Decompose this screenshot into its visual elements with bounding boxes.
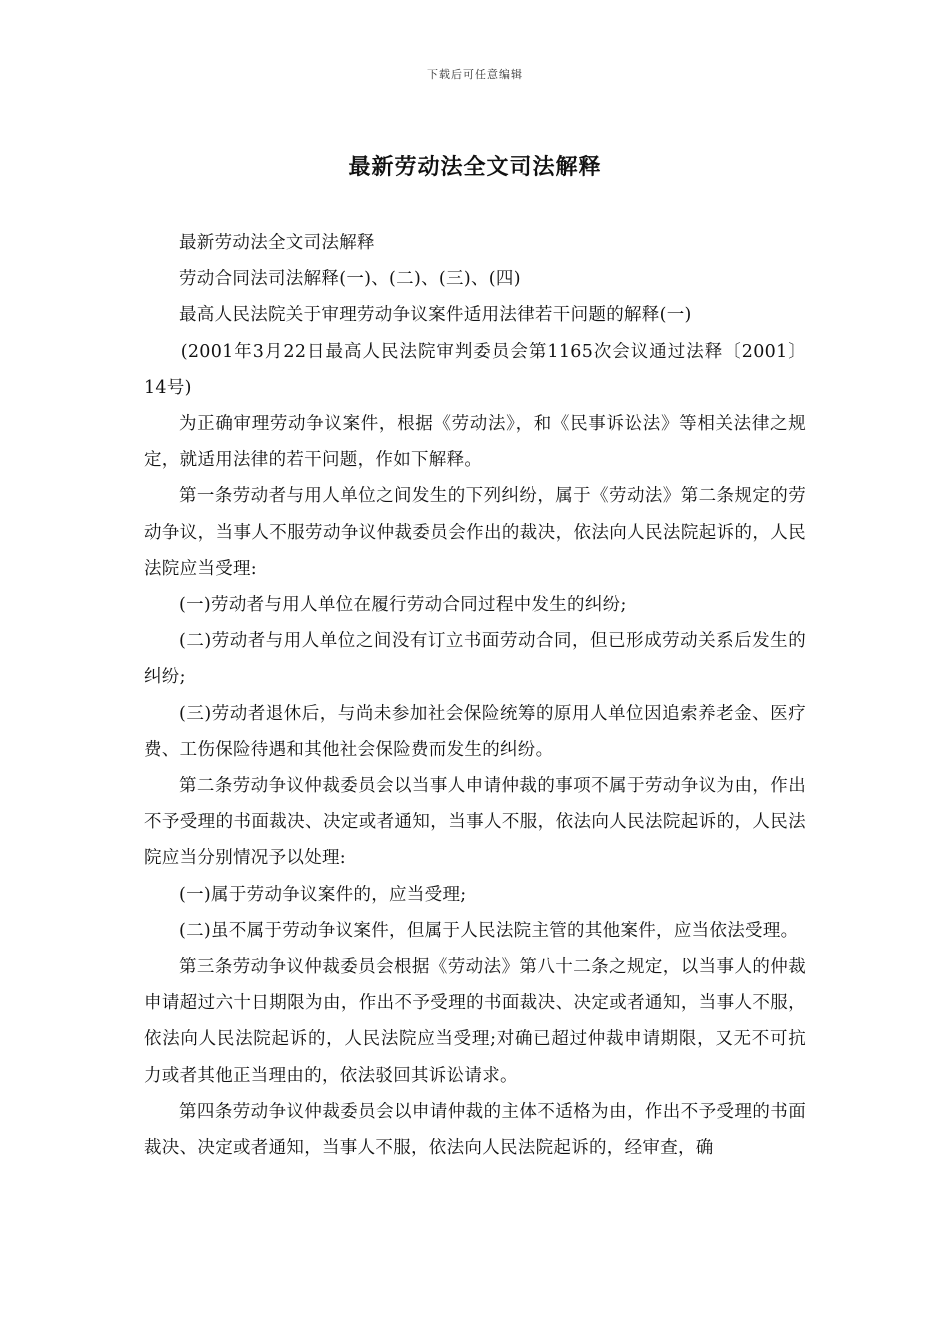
document-title: 最新劳动法全文司法解释 [348, 154, 602, 180]
header-note: 下载后可任意编辑 [427, 68, 523, 81]
paragraph-article-1: 第一条劳动者与用人单位之间发生的下列纠纷，属于《劳动法》第二条规定的劳动争议，当事人不服劳动争议仲裁委员会作出的裁决，依法向人民法院起诉的，人民法院应当受理: [144, 486, 806, 579]
paragraph-interpretation-title: 最高人民法院关于审理劳动争议案件适用法律若干问题的解释(一) [179, 305, 692, 326]
paragraph-article-1-item-1: (一)劳动者与用人单位在履行劳动合同过程中发生的纠纷; [179, 595, 627, 616]
paragraph-article-1-item-2: (二)劳动者与用人单位之间没有订立书面劳动合同，但已形成劳动关系后发生的纠纷; [144, 631, 806, 688]
paragraph-article-1-item-3: (三)劳动者退休后，与尚未参加社会保险统筹的原用人单位因追索养老金、医疗费、工伤保险待遇和其他社会保险费而发生的纠纷。 [144, 703, 806, 760]
paragraph-preamble: 为正确审理劳动争议案件，根据《劳动法》，和《民事诉讼法》等相关法律之规定，就适用法律的若干问题，作如下解释。 [144, 414, 806, 471]
paragraph-contents: 劳动合同法司法解释(一)、(二)、(三)、(四) [179, 269, 521, 290]
paragraph-subtitle: 最新劳动法全文司法解释 [179, 233, 375, 253]
paragraph-article-2: 第二条劳动争议仲裁委员会以当事人申请仲裁的事项不属于劳动争议为由，作出不予受理的书面裁决、决定或者通知，当事人不服，依法向人民法院起诉的，人民法院应当分别情况予以处理: [144, 776, 806, 869]
paragraph-article-3: 第三条劳动争议仲裁委员会根据《劳动法》第八十二条之规定，以当事人的仲裁申请超过六十日期限为由，作出不予受理的书面裁决、决定或者通知，当事人不服，依法向人民法院起诉的，人民法院应当受理;对确已超过仲裁申请期限，又无不可抗力或者其他正当理由的，依法驳回其诉讼请求。 [144, 957, 806, 1086]
paragraph-article-4: 第四条劳动争议仲裁委员会以申请仲裁的主体不适格为由，作出不予受理的书面裁决、决定或者通知，当事人不服，依法向人民法院起诉的，经审查，确 [144, 1101, 806, 1159]
document-body [144, 225, 806, 1166]
paragraph-article-2-item-2: (二)虽不属于劳动争议案件，但属于人民法院主管的其他案件，应当依法受理。 [179, 920, 799, 941]
paragraph-adoption-note: (2001年3月22日最高人民法院审判委员会第1165次会议通过法释〔2001〕14号) [144, 341, 806, 398]
paragraph-article-2-item-1: (一)属于劳动争议案件的，应当受理; [179, 884, 467, 905]
